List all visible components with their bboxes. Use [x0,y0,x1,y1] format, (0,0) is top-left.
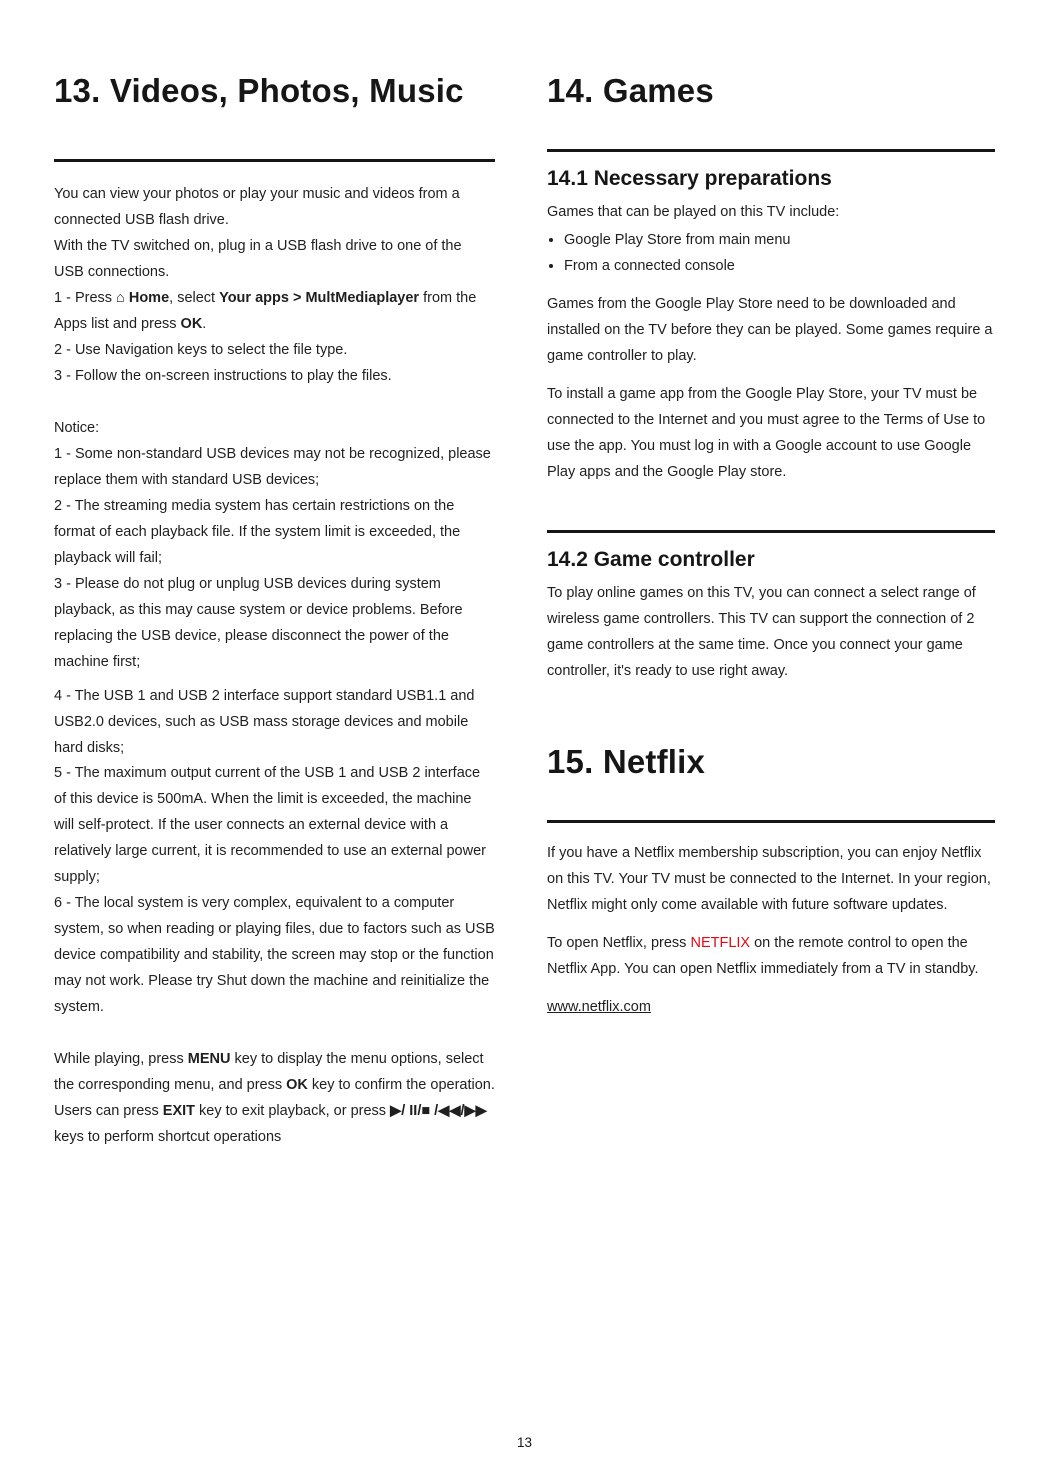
divider [547,820,995,823]
step-1: 1 - Press ⌂ Home, select Your apps > MultMediaplayer from the Apps list and press OK. [54,290,477,333]
step-3: 3 - Follow the on-screen instructions to play the files. [54,368,392,385]
notice-item: 4 - The USB 1 and USB 2 interface support standard USB1.1 and USB2.0 devices, such as USB mass storage devices and mobile hard disks; [54,687,475,756]
while-playing-note: While playing, press MENU key to display the menu options, select the corresponding menu, and press OK key to confirm the operation. Users can press EXIT key to exit playback, or press ▶/ II/■ /◀◀/▶▶ keys to perform shortcut operations [54,1051,495,1145]
games-paragraph: To install a game app from the Google Play Store, your TV must be connected to the Internet and you must agree to the Terms of Use to use the app. You must log in with a Google account to use Google Play apps and the Google Play store. [547,386,986,481]
controller-paragraph: To play online games on this TV, you can connect a select range of wireless game controllers. This TV can support the connection of 2 game controllers at the same time. Once you connect your game controller, it's ready to use right away. [547,584,976,679]
list-item: • Google Play Store from main menu [564,228,995,254]
notice-item: 6 - The local system is very complex, equivalent to a computer system, so when reading or playing files, due to factors such as USB device compatibility and stability, the screen may stop or the function may not work. Please try Shut down the machine and reinitialize the system. [54,895,495,1016]
notice-item: 3 - Please do not plug or unplug USB devices during system playback, as this may cause system or device problems. Before replacing the USB device, please disconnect the power of the machine first; [54,575,463,670]
games-paragraph: Games from the Google Play Store need to be downloaded and installed on the TV before they can be played. Some games require a game controller to play. [547,296,993,365]
home-icon: ⌂ [116,290,125,307]
two-column-layout [54,64,995,1151]
netflix-link[interactable]: www.netflix.com [547,999,651,1016]
divider [547,530,995,533]
games-sources-list [547,228,995,280]
netflix-paragraph: If you have a Netflix membership subscription, you can enjoy Netflix on this TV. Your TV must be connected to the Internet. In your region, Netflix might only come available with future software updates. [547,845,991,914]
step-2: 2 - Use Navigation keys to select the file type. [54,342,348,359]
notice-item: 2 - The streaming media system has certain restrictions on the format of each playback file. If the system limit is exceeded, the playback will fail; [54,497,461,566]
notice-item: 5 - The maximum output current of the USB 1 and USB 2 interface of this device is 500mA. When the limit is exceeded, the machine will self-protect. If the user connects an external device with a relatively large current, it is recommended to use an external power supply; [54,765,486,886]
netflix-open-paragraph: To open Netflix, press NETFLIX on the remote control to open the Netflix App. You can open Netflix immediately from a TV in standby. [547,935,979,978]
page-number: 13 [516,1435,533,1450]
notice-item: 1 - Some non-standard USB devices may not be recognized, please replace them with standard USB devices; [54,446,491,488]
section-14-1-heading: 14.1 Necessary preparations [547,167,832,191]
left-column [54,64,495,1151]
section-14-2-heading: 14.2 Game controller [547,547,755,571]
list-item: • From a connected console [564,254,995,280]
intro-paragraph: With the TV switched on, plug in a USB flash drive to one of the USB connections. [54,238,462,281]
divider [547,149,995,152]
right-column [547,64,995,1021]
notice-label: Notice: [54,420,100,437]
intro-paragraph: You can view your photos or play your music and videos from a connected USB flash drive. [54,186,460,229]
games-lead-paragraph: Games that can be played on this TV include: [547,204,840,221]
divider [54,159,495,162]
chapter-15-heading: 15. Netflix [547,742,706,780]
chapter-14-heading: 14. Games [547,72,714,109]
chapter-13-heading: 13. Videos, Photos, Music [54,72,464,109]
